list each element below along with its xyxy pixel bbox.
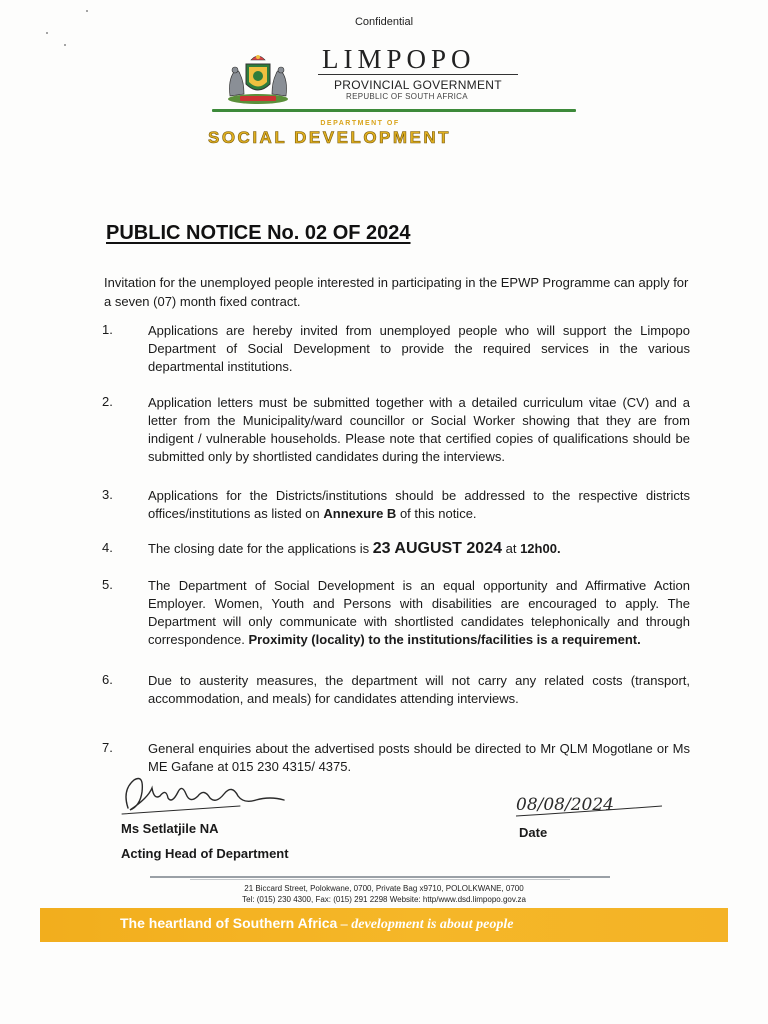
footer-rule-secondary (190, 879, 570, 880)
closing-time: 12h00. (520, 541, 561, 556)
item-text (148, 540, 690, 558)
notice-intro: Invitation for the unemployed people interested in participating in the EPWP Programme can apply for a seven (07) month fixed contract. (104, 275, 689, 309)
signer-title: Acting Head of Department (121, 846, 289, 861)
footer-address: 21 Biccard Street, Polokwane, 0700, Private Bag x9710, POLOLKWANE, 0700 (244, 884, 524, 893)
svg-text:08/08/2024: 08/08/2024 (516, 795, 614, 815)
item-text (148, 577, 690, 649)
item-text (148, 487, 690, 523)
item-text-part: Applications for the Districts/institutions should be addressed to the respective districts offices/institutions as listed on (148, 488, 690, 521)
footer-contact: Tel: (015) 230 4300, Fax: (015) 291 2298 Website: http/www.dsd.limpopo.gov.za (242, 895, 526, 904)
province-rule (318, 74, 518, 75)
proximity-requirement: Proximity (locality) to the institutions/facilities is a requirement. (248, 632, 641, 647)
date-label: Date (519, 825, 548, 840)
slogan-banner (40, 908, 728, 942)
header-green-rule (212, 109, 576, 112)
item-number: 7. (102, 740, 113, 755)
item-text: Applications are hereby invited from unemployed people who will support the Limpopo Department of Social Development to provide the required services in the various departmental institutions. (148, 323, 690, 374)
scan-speck (46, 32, 48, 34)
department-name: SOCIAL DEVELOPMENT (208, 128, 452, 147)
notice-title: PUBLIC NOTICE No. 02 OF 2024 (106, 222, 411, 244)
item-number: 2. (102, 394, 113, 409)
handwritten-signature (120, 770, 300, 820)
item-text: General enquiries about the advertised posts should be directed to Mr QLM Mogotlane or Ms ME Gafane at 015 230 4315/ 4375. (148, 741, 690, 774)
footer-rule (150, 876, 610, 878)
item-number: 6. (102, 672, 113, 687)
item-number: 1. (102, 322, 113, 337)
slogan-tail: – development is about people (337, 917, 514, 932)
item-text-part: of this notice. (396, 506, 477, 521)
item-number: 4. (102, 540, 113, 555)
slogan-text (120, 915, 513, 933)
confidential-label: Confidential (354, 16, 414, 28)
coat-of-arms-icon (218, 50, 298, 106)
signer-name: Ms Setlatjile NA (121, 821, 219, 836)
item-text-part: at (502, 541, 521, 556)
department-of-label: DEPARTMENT OF (320, 120, 400, 127)
item-text-part: The Department of Social Development is an equal opportunity and Affirmative Action Employer. Women, Youth and Persons with disabilities are encouraged to apply. The Department will only communicate with shortlisted candidates telephonically and through correspondence. (148, 578, 690, 647)
item-number: 3. (102, 487, 113, 502)
provincial-government-label: PROVINCIAL GOVERNMENT (334, 78, 502, 92)
annexure-reference: Annexure B (323, 506, 397, 521)
slogan-main: The heartland of Southern Africa (120, 915, 338, 931)
handwritten-date (512, 786, 672, 826)
scan-speck (64, 44, 66, 46)
republic-label: REPUBLIC OF SOUTH AFRICA (346, 92, 468, 101)
province-name: LIMPOPO (322, 44, 476, 74)
item-number: 5. (102, 577, 113, 592)
item-text: Due to austerity measures, the department will not carry any related costs (transport, accommodation, and meals) for candidates attending interviews. (148, 673, 690, 706)
item-text-part: The closing date for the applications is (148, 541, 373, 556)
closing-date: 23 AUGUST 2024 (372, 540, 502, 557)
item-text: Application letters must be submitted together with a detailed curriculum vitae (CV) and a letter from the Municipality/ward councillor or Social Worker showing that they are from indigent / vulnerable households. Please note that certified copies of qualifications should be submitted only by shortlisted candidates during the interviews. (148, 395, 690, 464)
scan-speck (86, 10, 88, 12)
